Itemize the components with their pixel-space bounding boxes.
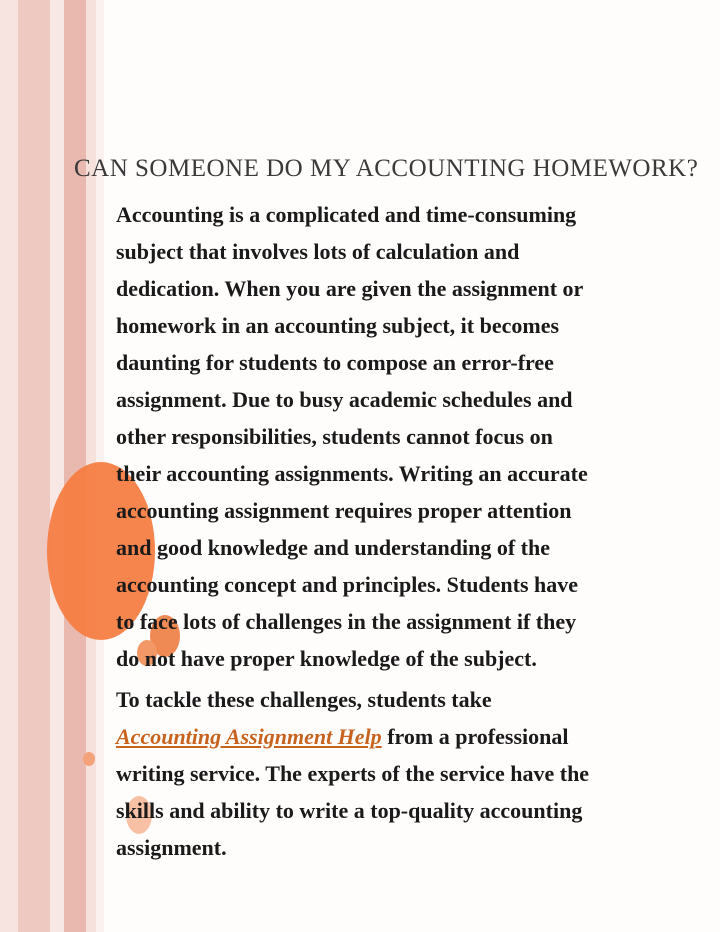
slide-body [116,196,596,866]
paragraph-help-end: from a professional writing service. The experts of the service have the skills and ability to write a top-quality accounting assignment. [116,724,590,860]
decorative-stripe [0,0,18,932]
paragraph-help-start: To tackle these challenges, students take [116,687,492,712]
accounting-assignment-help-link[interactable]: Accounting Assignment Help [116,724,382,749]
paragraph-intro: Accounting is a complicated and time-consuming subject that involves lots of calculation and dedication. When you are given the assignment or homework in an accounting subject, it becomes daunting for students to compose an error-free assignment. Due to busy academic schedules and other responsibilities, students cannot focus on their accounting assignments. Writing an accurate accounting assignment requires proper attention and good knowledge and understanding of the accounting concept and principles. Students have to face lots of challenges in the assignment if they do not have proper knowledge of the subject. [116,202,588,671]
decorative-circle-tiny [83,752,95,766]
decorative-stripe [18,0,50,932]
slide-title: CAN SOMEONE DO MY ACCOUNTING HOMEWORK? [74,155,699,182]
paragraph-help [116,681,596,866]
decorative-stripe [50,0,64,932]
